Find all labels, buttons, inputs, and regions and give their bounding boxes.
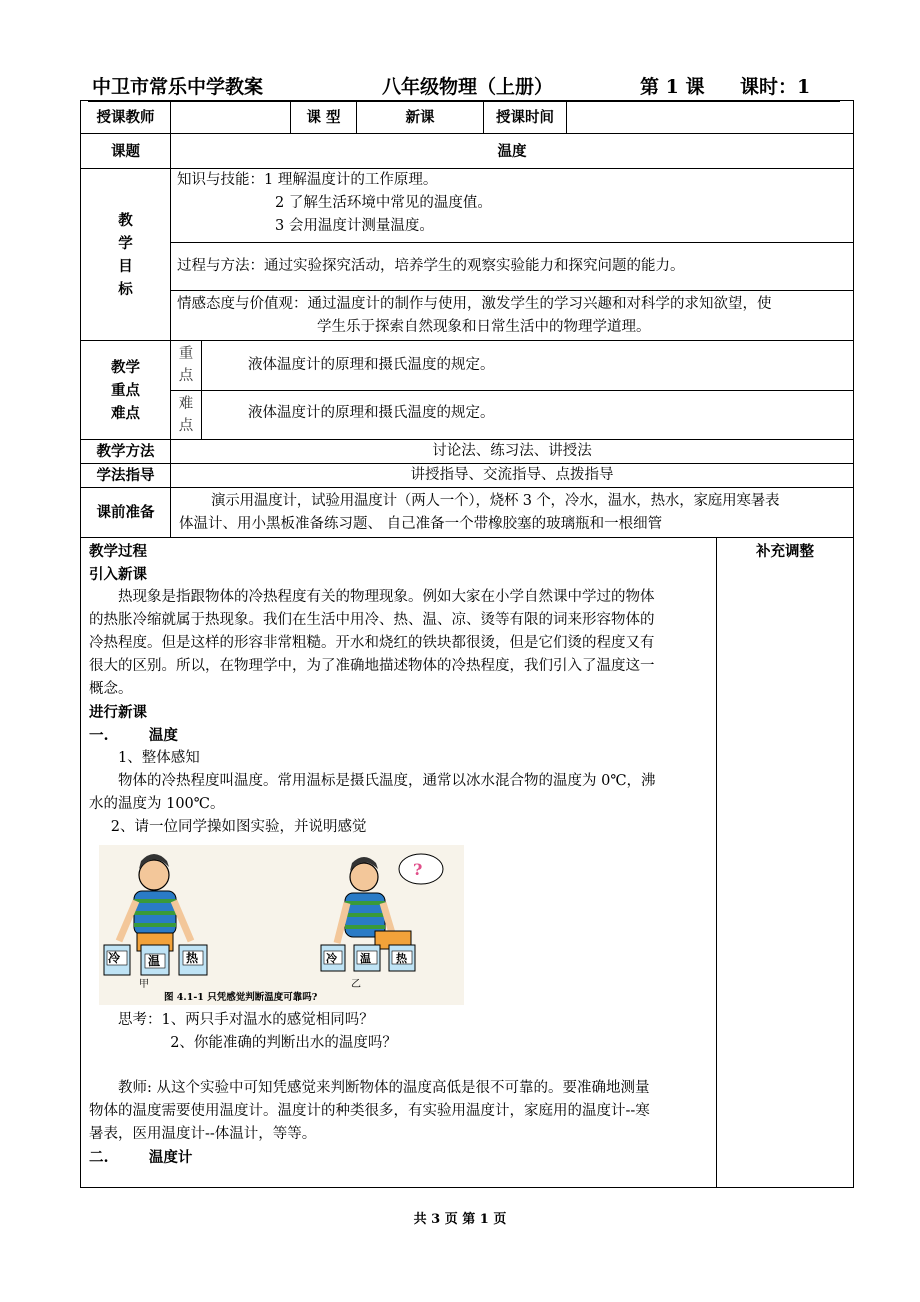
think-question: 2、你能准确的判断出水的温度吗？ [170,1035,397,1051]
prep-line: 演示用温度计，试验用温度计（两人一个），烧杯 3 个，冷水，温水，热水，家庭用寒暑表 [211,492,780,509]
knowledge-line: 3 会用温度计测量温度。 [275,218,434,234]
think-question: 思考：1、两只手对温水的感觉相同吗？ [118,1012,374,1028]
cup-label: 温 [148,954,161,968]
key-point-value: 液体温度计的原理和摄氏温度的规定。 [248,357,495,373]
teaching-process-cell [81,538,717,1188]
prep-label: 课前准备 [81,488,171,538]
supplement-column: 补充调整 [717,538,854,1188]
key-points-label-line: 重点 [111,381,140,399]
difficult-point-value: 液体温度计的原理和摄氏温度的规定。 [248,405,495,421]
school-name: 中卫市常乐中学教案 [92,76,264,98]
subject-name: 八年级物理（上册） [382,76,554,98]
objectives-label-char: 目 [118,257,133,275]
teacher-remark: 暑表，医用温度计--体温计，等等。 [89,1126,317,1142]
teacher-value [171,101,291,134]
section-one-item: 2、请一位同学操如图实验，并说明感觉 [110,819,367,835]
emotion-line: 学生乐于探索自然现象和日常生活中的物理学道理。 [317,318,651,335]
experiment-illustration [99,845,464,1005]
guide-value: 讲授指导、交流指导、点拨指导 [171,464,854,488]
emotion-line: 情感态度与价值观：通过温度计的制作与使用，激发学生的学习兴趣和对科学的求知欲望，使 [177,295,772,312]
section-one-title: 一. 温度 [89,727,178,744]
key-point-label-char: 点 [178,368,194,384]
key-points-label-line: 难点 [111,404,140,422]
cup-label: 冷 [326,952,337,965]
method-label: 教学方法 [81,440,171,464]
section-two-title: 二. 温度计 [89,1149,193,1166]
difficult-point-label-char: 点 [178,418,194,434]
prep-value [171,488,854,538]
topic-value: 温度 [171,134,854,169]
key-point-label-char: 重 [178,346,194,362]
key-point-label [171,341,202,390]
intro-paragraph: 很大的区别。所以，在物理学中，为了准确地描述物体的冷热程度，我们引入了温度这一 [89,658,655,674]
knowledge-line: 2 了解生活环境中常见的温度值。 [275,195,492,211]
time-value [567,101,854,134]
process-method-cell: 过程与方法：通过实验探究活动，培养学生的观察实验能力和探究问题的能力。 [171,243,854,291]
objectives-label-char: 学 [118,234,133,252]
left-tag: 甲 [139,979,149,990]
prep-line: 体温计、用小黑板准备练习题、 自己准备一个带橡胶塞的玻璃瓶和一根细管 [179,515,663,532]
cup-label: 热 [186,951,199,965]
time-label: 授课时间 [484,101,567,134]
section-one-text: 物体的冷热程度叫温度。常用温标是摄氏温度，通常以冰水混合物的温度为 0℃，沸 [118,773,656,789]
key-points-label-line: 教学 [111,358,140,376]
key-point-cell [171,341,854,391]
section-one-item: 1、整体感知 [118,750,200,766]
experiment-figure [99,845,464,1005]
cup-label: 冷 [108,951,121,965]
lesson-plan-table [80,100,854,1188]
intro-paragraph: 冷热程度。但是这样的形容非常粗糙。开水和烧红的铁块都很烫，但是它们烫的程度又有 [89,635,655,651]
intro-paragraph: 热现象是指跟物体的冷热程度有关的物理现象。例如大家在小学自然课中学过的物体 [118,589,655,605]
method-value: 讨论法、练习法、讲授法 [171,440,854,464]
spacer [89,1055,710,1077]
type-label: 课 型 [291,101,357,134]
intro-paragraph: 的热胀冷缩就属于热现象。我们在生活中用冷、热、温、凉、烫等有限的词来形容物体的 [89,612,655,628]
intro-paragraph: 概念。 [89,681,133,697]
right-tag: 乙 [351,979,361,990]
teacher-label: 授课教师 [81,101,171,134]
objectives-label-char: 标 [118,280,133,298]
knowledge-skills-cell [171,169,854,243]
lesson-number: 第 1 课 [640,76,705,98]
guide-label: 学法指导 [81,464,171,488]
emotion-cell [171,291,854,341]
knowledge-line: 知识与技能：1 理解温度计的工作原理。 [177,172,438,188]
objectives-label [81,169,171,341]
svg-text:?: ? [413,860,423,879]
type-value: 新课 [357,101,484,134]
topic-label: 课题 [81,134,171,169]
teacher-remark: 物体的温度需要使用温度计。温度计的种类很多，有实验用温度计，家庭用的温度计--寒 [89,1103,650,1119]
difficult-point-label [171,391,202,439]
new-lesson-title: 进行新课 [89,704,147,721]
page-footer: 共 3 页 第 1 页 [413,1212,507,1227]
figure-caption: 图 4.1-1 只凭感觉判断温度可靠吗? [164,992,318,1003]
section-one-text: 水的温度为 100℃。 [89,796,225,812]
difficult-point-cell [171,391,854,440]
teacher-remark: 教师: 从这个实验中可知凭感觉来判断物体的温度高低是很不可靠的。要准确地测量 [118,1080,650,1096]
page-header [88,70,840,102]
intro-title: 引入新课 [89,566,147,583]
key-points-label [81,341,171,440]
objectives-label-char: 教 [118,211,133,229]
process-title: 教学过程 [89,543,147,560]
difficult-point-label-char: 难 [178,396,194,412]
cup-label: 热 [396,952,407,965]
period-number: 课时：1 [740,76,811,98]
cup-label: 温 [360,952,371,965]
